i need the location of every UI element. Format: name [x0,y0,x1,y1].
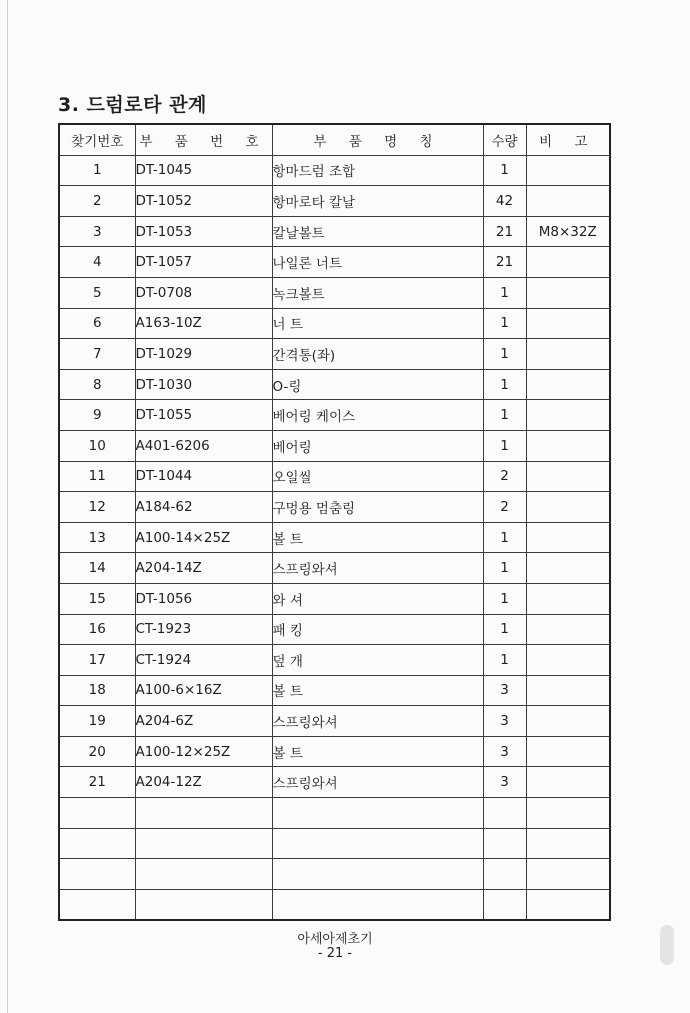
parts-table [58,123,611,921]
cell-note [526,614,610,645]
cell-part-number: A204-14Z [135,553,272,584]
cell-no: 10 [59,430,135,461]
cell-part-name [272,828,483,859]
cell-part-name: 나일론 너트 [272,247,483,278]
cell-no: 6 [59,308,135,339]
header-qty: 수량 [483,124,526,155]
cell-qty [483,859,526,890]
cell-no: 21 [59,767,135,798]
cell-part-name: 베어링 [272,430,483,461]
cell-no: 14 [59,553,135,584]
cell-qty: 1 [483,155,526,186]
table-row [59,706,610,737]
cell-qty: 1 [483,645,526,676]
table-row [59,369,610,400]
header-note: 비 고 [526,124,610,155]
table-row [59,889,610,920]
cell-no: 1 [59,155,135,186]
cell-part-number: DT-1052 [135,186,272,217]
table-row [59,583,610,614]
cell-note [526,828,610,859]
cell-note [526,859,610,890]
cell-note [526,400,610,431]
cell-qty: 1 [483,339,526,370]
header-no: 찾기번호 [59,124,135,155]
cell-qty: 42 [483,186,526,217]
cell-qty: 2 [483,492,526,523]
cell-part-number: DT-1057 [135,247,272,278]
cell-part-number: A204-6Z [135,706,272,737]
cell-no: 20 [59,736,135,767]
cell-qty [483,828,526,859]
cell-no: 3 [59,216,135,247]
cell-note [526,583,610,614]
cell-note: M8×32Z [526,216,610,247]
cell-qty: 1 [483,277,526,308]
table-row [59,828,610,859]
table-row [59,430,610,461]
cell-note [526,889,610,920]
cell-part-name: 칼날볼트 [272,216,483,247]
cell-part-number [135,859,272,890]
cell-no: 16 [59,614,135,645]
cell-note [526,645,610,676]
table-row [59,339,610,370]
cell-part-number: A184-62 [135,492,272,523]
cell-note [526,553,610,584]
section-title: 3. 드럼로타 관계 [58,94,207,116]
cell-part-name: 너 트 [272,308,483,339]
cell-note [526,522,610,553]
cell-no: 19 [59,706,135,737]
cell-part-name: 항마로타 칼날 [272,186,483,217]
cell-no: 18 [59,675,135,706]
cell-part-name: 와 셔 [272,583,483,614]
cell-qty: 3 [483,706,526,737]
footer-maker: 아세아제초기 [297,932,373,947]
cell-no: 12 [59,492,135,523]
cell-no: 11 [59,461,135,492]
cell-note [526,247,610,278]
page-edge-line [7,0,8,1013]
table-row [59,522,610,553]
table-row [59,400,610,431]
cell-part-number: DT-1055 [135,400,272,431]
table-row [59,798,610,829]
cell-qty: 3 [483,675,526,706]
cell-qty: 3 [483,767,526,798]
table-row [59,553,610,584]
cell-no: 15 [59,583,135,614]
header-part-number: 부 품 번 호 [135,124,272,155]
cell-qty: 1 [483,308,526,339]
cell-qty: 1 [483,614,526,645]
cell-part-number: DT-1045 [135,155,272,186]
cell-no: 8 [59,369,135,400]
cell-part-name: 볼 트 [272,522,483,553]
cell-part-name: 구멍용 멈춤링 [272,492,483,523]
cell-qty: 21 [483,247,526,278]
cell-part-number [135,889,272,920]
cell-qty: 3 [483,736,526,767]
cell-qty: 2 [483,461,526,492]
table-row [59,155,610,186]
cell-part-number: A163-10Z [135,308,272,339]
cell-part-name [272,798,483,829]
table-row [59,308,610,339]
cell-part-number: DT-1029 [135,339,272,370]
cell-no: 9 [59,400,135,431]
cell-part-number: DT-1056 [135,583,272,614]
cell-part-name: 볼 트 [272,736,483,767]
cell-part-name: 스프링와셔 [272,706,483,737]
table-row [59,645,610,676]
cell-qty: 1 [483,369,526,400]
cell-qty: 1 [483,583,526,614]
cell-part-number: DT-1044 [135,461,272,492]
cell-note [526,798,610,829]
cell-qty: 21 [483,216,526,247]
cell-qty: 1 [483,400,526,431]
cell-part-name: 녹크볼트 [272,277,483,308]
cell-qty: 1 [483,522,526,553]
page-number: - 21 - [317,946,353,961]
cell-part-name: 항마드럼 조합 [272,155,483,186]
cell-part-number: DT-1053 [135,216,272,247]
cell-no [59,798,135,829]
cell-part-number: CT-1923 [135,614,272,645]
cell-part-number: A100-14×25Z [135,522,272,553]
cell-no: 4 [59,247,135,278]
scan-smudge [660,925,674,965]
table-row [59,614,610,645]
table-row [59,247,610,278]
cell-note [526,461,610,492]
cell-no [59,889,135,920]
cell-part-number: A204-12Z [135,767,272,798]
cell-note [526,186,610,217]
cell-part-name: 스프링와셔 [272,767,483,798]
cell-part-name: 스프링와셔 [272,553,483,584]
table-row [59,277,610,308]
table-row [59,736,610,767]
cell-qty [483,889,526,920]
cell-no: 2 [59,186,135,217]
cell-part-number: DT-1030 [135,369,272,400]
table-row [59,767,610,798]
cell-note [526,308,610,339]
table-row [59,492,610,523]
cell-note [526,277,610,308]
cell-note [526,736,610,767]
table-header-row [59,124,610,155]
cell-note [526,430,610,461]
cell-qty: 1 [483,553,526,584]
cell-part-number: A401-6206 [135,430,272,461]
cell-part-name: 간격통(좌) [272,339,483,370]
cell-note [526,492,610,523]
cell-part-number: CT-1924 [135,645,272,676]
cell-part-name: 덮 개 [272,645,483,676]
cell-part-number [135,828,272,859]
cell-part-name [272,859,483,890]
cell-part-number: A100-12×25Z [135,736,272,767]
cell-no: 7 [59,339,135,370]
table-row [59,675,610,706]
cell-no: 17 [59,645,135,676]
cell-note [526,706,610,737]
cell-qty: 1 [483,430,526,461]
table-row [59,859,610,890]
cell-part-name: O-링 [272,369,483,400]
cell-no [59,859,135,890]
table-row [59,186,610,217]
cell-note [526,339,610,370]
cell-part-name: 패 킹 [272,614,483,645]
cell-note [526,767,610,798]
cell-part-name: 오일씰 [272,461,483,492]
header-part-name: 부 품 명 칭 [272,124,483,155]
cell-note [526,369,610,400]
table-row [59,461,610,492]
cell-part-number [135,798,272,829]
cell-note [526,675,610,706]
cell-no [59,828,135,859]
cell-part-name [272,889,483,920]
cell-part-name: 볼 트 [272,675,483,706]
cell-note [526,155,610,186]
cell-no: 5 [59,277,135,308]
table-row [59,216,610,247]
cell-part-number: A100-6×16Z [135,675,272,706]
cell-part-name: 베어링 케이스 [272,400,483,431]
cell-no: 13 [59,522,135,553]
cell-part-number: DT-0708 [135,277,272,308]
cell-qty [483,798,526,829]
